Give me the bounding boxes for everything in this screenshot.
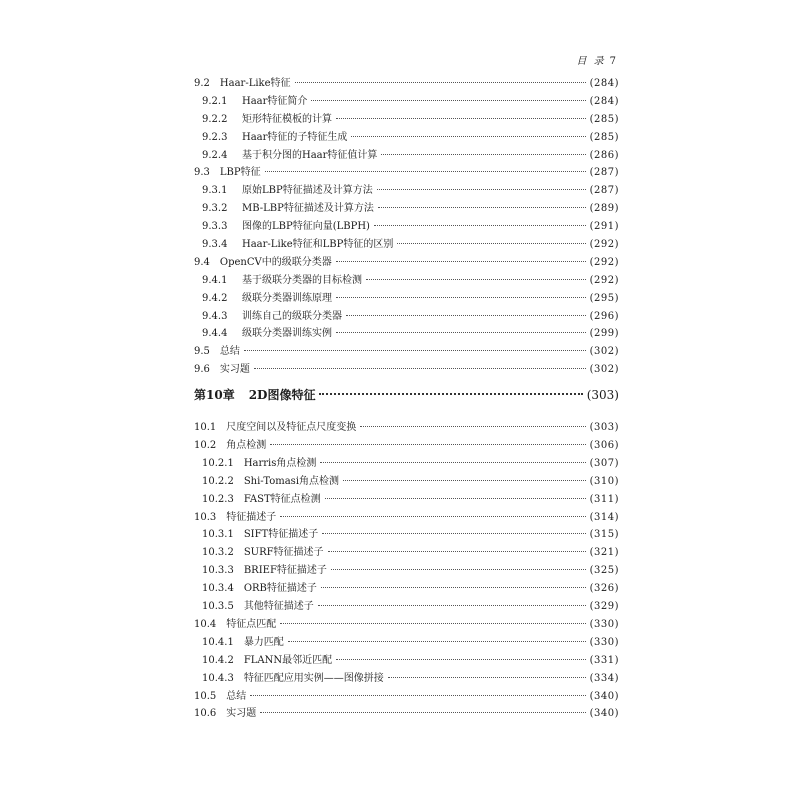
leader-dots (336, 297, 586, 298)
entry-page: (299) (589, 328, 619, 340)
toc-section-entry[interactable] (194, 687, 619, 705)
entry-title: LBP特征 (219, 167, 261, 179)
entry-number: 10.3.5 (202, 601, 234, 613)
entry-title: 级联分类器训练原理 (242, 292, 332, 304)
leader-dots (320, 462, 585, 463)
entry-page: (310) (589, 475, 619, 487)
entry-number: 9.3.4 (202, 239, 228, 251)
entry-page: (289) (589, 203, 619, 215)
entry-number: 10.4 (194, 618, 217, 630)
entry-title: FAST特征点检测 (243, 493, 321, 505)
entry-title: BRIEF特征描述子 (243, 565, 327, 577)
leader-dots (325, 498, 586, 499)
entry-page: (291) (589, 221, 619, 233)
toc-section-entry[interactable] (194, 74, 619, 92)
toc-subsection-entry[interactable] (194, 217, 619, 235)
toc-subsection-entry[interactable] (194, 110, 619, 128)
leader-dots (336, 261, 586, 262)
leader-dots (336, 332, 586, 333)
entry-page: (326) (589, 583, 619, 595)
entry-number: 9.2.1 (202, 95, 228, 107)
entry-number: 9.2.3 (202, 131, 228, 143)
leader-dots (346, 315, 586, 316)
entry-title: 尺度空间以及特征点尺度变换 (226, 422, 357, 434)
leader-dots (397, 243, 585, 244)
entry-page: (325) (589, 565, 619, 577)
entry-title: ORB特征描述子 (243, 583, 317, 595)
entry-number: 10.2.3 (202, 493, 234, 505)
leader-dots (321, 587, 586, 588)
entry-number: 10.3.4 (202, 583, 234, 595)
toc-section-entry[interactable] (194, 508, 619, 526)
leader-dots (265, 171, 586, 172)
entry-number: 9.3.3 (202, 221, 228, 233)
toc-subsection-entry[interactable] (194, 92, 619, 110)
toc-subsection-entry[interactable] (194, 561, 619, 579)
leader-dots (328, 551, 586, 552)
entry-number: 10.3 (194, 511, 217, 523)
entry-number: 9.6 (194, 364, 210, 376)
leader-dots (336, 659, 585, 660)
entry-page: (311) (589, 493, 619, 505)
toc-section-entry[interactable] (194, 436, 619, 454)
entry-number: 9.4.1 (202, 274, 228, 286)
entry-number: 10.1 (194, 422, 217, 434)
entry-page: (331) (589, 654, 619, 666)
entry-title: 基于积分图的Haar特征值计算 (242, 149, 378, 161)
entry-number: 9.2.2 (202, 113, 228, 125)
leader-dots (322, 533, 585, 534)
entry-page: (340) (589, 690, 619, 702)
entry-title: Haar特征简介 (242, 95, 308, 107)
entry-title: 图像的LBP特征向量(LBPH) (242, 221, 370, 233)
entry-title: FLANN最邻近匹配 (243, 654, 333, 666)
entry-title: 特征点匹配 (226, 618, 277, 630)
toc-section-entry[interactable] (194, 253, 619, 271)
entry-number: 10.3.2 (202, 547, 234, 559)
leader-dots (318, 605, 586, 606)
leader-dots (388, 677, 586, 678)
toc-subsection-entry[interactable] (194, 472, 619, 490)
entry-title: 总结 (219, 346, 240, 358)
toc-subsection-entry[interactable] (194, 597, 619, 615)
entry-title: Harris角点检测 (243, 457, 317, 469)
leader-dots (280, 516, 585, 517)
leader-dots (331, 569, 586, 570)
entry-number: 10.2.1 (202, 457, 234, 469)
entry-title: Haar特征的子特征生成 (242, 131, 348, 143)
toc-subsection-entry[interactable] (194, 490, 619, 508)
entry-page: (284) (589, 95, 619, 107)
chapter-number: 第10章 (194, 388, 235, 403)
entry-page: (287) (589, 185, 619, 197)
entry-title: 基于级联分类器的目标检测 (242, 274, 362, 286)
entry-title: Shi-Tomasi角点检测 (243, 475, 340, 487)
leader-dots (374, 225, 586, 226)
entry-page: (292) (589, 239, 619, 251)
leader-dots (260, 712, 585, 713)
table-of-contents (194, 74, 619, 722)
leader-dots (295, 82, 586, 83)
toc-section-chapter-10 (194, 418, 619, 722)
entry-page: (284) (589, 78, 619, 89)
entry-page: (330) (589, 636, 619, 648)
leader-dots (250, 695, 585, 696)
leader-dots (311, 100, 585, 101)
entry-title: 实习题 (226, 708, 257, 720)
toc-section-entry[interactable] (194, 163, 619, 181)
entry-title: SIFT特征描述子 (243, 529, 319, 541)
entry-number: 9.4.3 (202, 310, 228, 322)
toc-section-entry[interactable] (194, 342, 619, 360)
toc-subsection-entry[interactable] (194, 181, 619, 199)
entry-page: (285) (589, 113, 619, 125)
toc-subsection-entry[interactable] (194, 324, 619, 342)
entry-number: 10.6 (194, 708, 217, 720)
entry-number: 9.2.4 (202, 149, 228, 161)
toc-subsection-entry[interactable] (194, 128, 619, 146)
toc-subsection-entry[interactable] (194, 271, 619, 289)
toc-section-entry[interactable] (194, 704, 619, 722)
entry-number: 9.3.1 (202, 185, 228, 197)
leader-dots (336, 118, 586, 119)
toc-subsection-entry[interactable] (194, 454, 619, 472)
entry-title: OpenCV中的级联分类器 (219, 256, 332, 268)
entry-number: 10.4.2 (202, 654, 234, 666)
entry-number: 9.5 (194, 346, 210, 358)
toc-section-chapter-9 (194, 74, 619, 378)
toc-subsection-entry[interactable] (194, 235, 619, 253)
entry-title: SURF特征描述子 (243, 547, 324, 559)
entry-number: 9.3.2 (202, 203, 228, 215)
entry-title: 训练自己的级联分类器 (242, 310, 342, 322)
leader-dots (319, 393, 582, 395)
entry-number: 9.2 (194, 78, 210, 89)
entry-page: (306) (589, 440, 619, 452)
entry-title: 实习题 (219, 364, 250, 376)
entry-page: (286) (589, 149, 619, 161)
entry-page: (285) (589, 131, 619, 143)
leader-dots (288, 641, 586, 642)
toc-section-entry[interactable] (194, 418, 619, 436)
entry-page: (315) (589, 529, 619, 541)
leader-dots (366, 279, 586, 280)
entry-page: (334) (589, 672, 619, 684)
toc-subsection-entry[interactable] (194, 199, 619, 217)
entry-page: (302) (589, 364, 619, 376)
toc-subsection-entry[interactable] (194, 669, 619, 687)
toc-subsection-entry[interactable] (194, 525, 619, 543)
entry-page: (314) (589, 511, 619, 523)
leader-dots (360, 426, 585, 427)
entry-page: (295) (589, 292, 619, 304)
entry-number: 10.2 (194, 440, 217, 452)
entry-number: 9.4.2 (202, 292, 228, 304)
entry-page: (329) (589, 601, 619, 613)
entry-page: (321) (589, 547, 619, 559)
entry-title: 特征描述子 (226, 511, 277, 523)
entry-number: 10.2.2 (202, 475, 234, 487)
leader-dots (254, 368, 586, 369)
header-label: 目 录 (576, 56, 606, 67)
entry-number: 9.4.4 (202, 328, 228, 340)
entry-number: 10.4.1 (202, 636, 234, 648)
entry-number: 10.4.3 (202, 672, 234, 684)
leader-dots (378, 207, 586, 208)
toc-subsection-entry[interactable] (194, 651, 619, 669)
entry-page: (292) (589, 256, 619, 268)
entry-page: (292) (589, 274, 619, 286)
entry-page: (340) (589, 708, 619, 720)
entry-title: 暴力匹配 (243, 636, 284, 648)
entry-title: 矩形特征模板的计算 (242, 113, 332, 125)
leader-dots (381, 154, 585, 155)
toc-subsection-entry[interactable] (194, 307, 619, 325)
entry-title: 总结 (226, 690, 247, 702)
leader-dots (351, 136, 585, 137)
chapter-page: (303) (586, 388, 619, 403)
toc-section-entry[interactable] (194, 360, 619, 378)
entry-number: 9.3 (194, 167, 210, 179)
entry-page: (303) (589, 422, 619, 434)
entry-page: (307) (589, 457, 619, 469)
entry-title: 特征匹配应用实例——图像拼接 (243, 672, 384, 684)
leader-dots (377, 189, 586, 190)
chapter-heading[interactable] (194, 386, 619, 408)
entry-number: 10.5 (194, 690, 217, 702)
entry-page: (330) (589, 618, 619, 630)
leader-dots (343, 480, 586, 481)
entry-number: 9.4 (194, 256, 210, 268)
toc-subsection-entry[interactable] (194, 543, 619, 561)
entry-page: (302) (589, 346, 619, 358)
toc-subsection-entry[interactable] (194, 579, 619, 597)
leader-dots (280, 623, 585, 624)
entry-page: (296) (589, 310, 619, 322)
entry-title: 级联分类器训练实例 (242, 328, 332, 340)
entry-number: 10.3.3 (202, 565, 234, 577)
toc-subsection-entry[interactable] (194, 289, 619, 307)
entry-title: Haar-Like特征 (219, 78, 291, 89)
toc-subsection-entry[interactable] (194, 146, 619, 164)
entry-title: MB-LBP特征描述及计算方法 (242, 203, 374, 215)
entry-title: 其他特征描述子 (243, 601, 314, 613)
entry-title: Haar-Like特征和LBP特征的区别 (242, 239, 394, 251)
running-header (576, 52, 618, 67)
entry-title: 角点检测 (226, 440, 267, 452)
entry-title: 原始LBP特征描述及计算方法 (242, 185, 373, 197)
leader-dots (270, 444, 585, 445)
leader-dots (244, 350, 586, 351)
toc-section-entry[interactable] (194, 615, 619, 633)
chapter-title: 2D图像特征 (248, 388, 316, 403)
entry-number: 10.3.1 (202, 529, 234, 541)
entry-page: (287) (589, 167, 619, 179)
header-page-number: 7 (609, 56, 618, 67)
toc-subsection-entry[interactable] (194, 633, 619, 651)
